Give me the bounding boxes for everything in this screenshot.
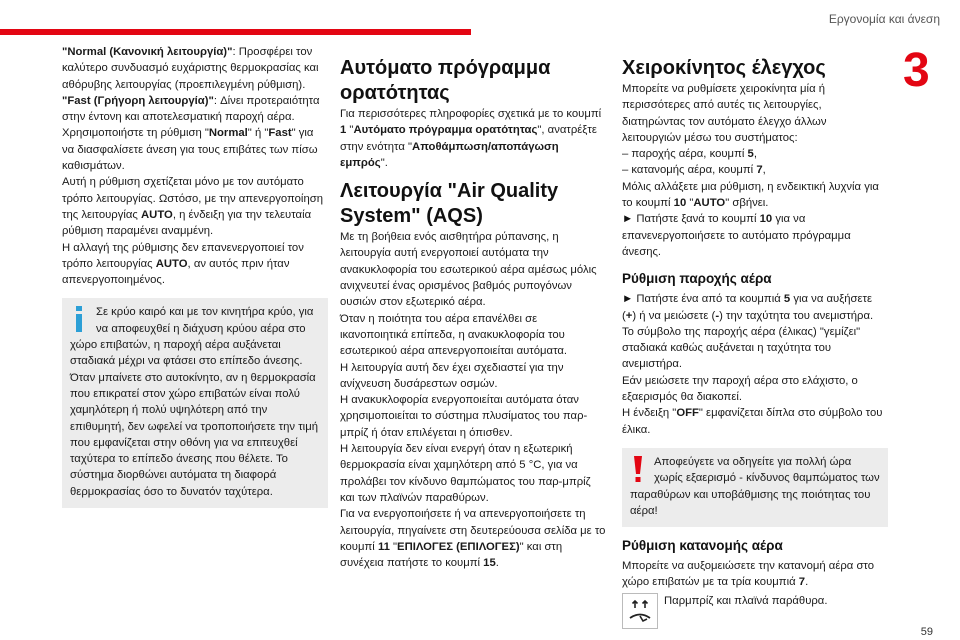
bold-span: Normal <box>208 127 248 140</box>
paragraph-aqs-3: Η λειτουργία αυτή δεν έχει σχεδιαστεί για την ανίχνευση δυσάρεστων οσμών. <box>340 361 564 390</box>
bold-span: 10 <box>673 197 687 210</box>
paragraph-flow-2: Το σύμβολο της παροχής αέρα (έλικας) "γεμίζει" σταδιακά καθώς αυξάνεται η ταχύτητα του ανεμιστήρα. <box>622 325 861 371</box>
text-span: Αυτή η ρύθμιση σχετίζεται μόνο με τον αυτόματο τρόπο λειτουργίας. Ωστόσο, με την απενεργοποίηση της λειτουργίας <box>62 176 323 221</box>
paragraph-use-setting <box>62 125 328 174</box>
bold-span: 1 <box>340 124 347 137</box>
column-middle <box>340 56 606 571</box>
list-item-air-flow <box>622 146 888 162</box>
paragraph-manual-1: Μπορείτε να ρυθμίσετε χειροκίνητα μία ή περισσότερες από αυτές τις λειτουργίες, διατηρώντας τον αυτόματο έλεγχο άλλων λειτουργιών μέσω του συστήματος: <box>622 83 827 144</box>
text-span: , <box>753 148 757 161</box>
bold-span: 15 <box>483 557 496 570</box>
text-span: , η ένδειξη για την τελευταία ρύθμιση παραμένει αναμμένη. <box>62 208 312 238</box>
text-span: ", ανατρέξτε στην ενότητα " <box>340 124 597 153</box>
warning-note <box>622 448 888 527</box>
paragraph-fast-mode <box>62 93 328 126</box>
bold-span: Fast <box>268 127 292 140</box>
text-span: Η ένδειξη " <box>622 407 677 420</box>
text-span: Για περισσότερες πληροφορίες σχετικά με το κουμπί <box>340 108 602 120</box>
bold-span: 11 <box>377 540 390 553</box>
text-span: Πατήστε ένα από τα κουμπιά <box>633 293 784 306</box>
list-item-air-distribution <box>622 162 888 178</box>
label-normal-mode: "Normal (Κανονική λειτουργία)" <box>62 46 233 58</box>
text-span: Μπορείτε να αυξομειώσετε την κατανομή αέρα στο χώρο επιβατών με τα τρία κουμπιά <box>622 560 875 589</box>
warning-icon <box>630 455 646 483</box>
text-span: ) την ταχύτητα του ανεμιστήρα. <box>719 309 874 322</box>
windscreen-option-label: Παρμπρίζ και πλαϊνά παράθυρα. <box>664 594 828 607</box>
text-fast-mode: : Δίνει προτεραιότητα στην έντονη και αποτελεσματική παροχή αέρα. <box>62 94 320 124</box>
paragraph-flow-1 <box>622 291 888 324</box>
text-span: Πατήστε ξανά το κουμπί <box>633 213 760 226</box>
text-span: για να επανενεργοποιήσετε το αυτόματο πρόγραμμα άνεσης. <box>622 213 851 258</box>
text-span: " ή " <box>247 127 269 140</box>
bold-span: 7 <box>798 576 806 589</box>
text-span: – παροχής αέρα, κουμπί <box>622 148 748 161</box>
text-span: " εμφανίζεται δίπλα στο σύμβολο του έλικα. <box>622 407 883 436</box>
text-span: Μόλις αλλάξετε μια ρύθμιση, η ενδεικτική λυχνία για το κουμπί <box>622 180 879 210</box>
text-span: , αν αυτός πριν ήταν απενεργοποιημένος. <box>62 257 290 287</box>
page-number: 59 <box>920 626 933 638</box>
heading-air-flow: Ρύθμιση παροχής αέρα <box>622 271 772 287</box>
bold-span: Αυτόματο πρόγραμμα ορατότητας <box>353 124 538 137</box>
text-span: Χρησιμοποιήστε τη ρύθμιση " <box>62 127 209 140</box>
paragraph-change-setting <box>62 240 328 289</box>
text-span: " <box>389 540 398 553</box>
info-note-text: Σε κρύο καιρό και με τον κινητήρα κρύο, για να αποφευχθεί η διάχυση κρύου αέρα στο χώρο επιβατών, η παροχή αέρα αυξάνεται σταδιακά μέχρι να φτάσει στο επίπεδο άνεσης. Όταν μπαίνετε στο αυτοκίνητο, αν η θερμοκρασία που επικρατεί στον χώρο επιβατών είναι πολύ χαμηλότερη ή πολύ υψηλότερη από την επιθυμητή, δεν ωφελεί να τροποποιήσετε την τιμή που εμφανίζεται στην οθόνη για να επιτευχθεί ταχύτερα το επίπεδο άνεσης που θέλετε. Το σύστημα διορθώνει αυτόματα τη διαφορά θερμοκρασίας όσο το δυνατόν ταχύτερα. <box>70 306 318 498</box>
bold-span: - <box>715 309 720 322</box>
bold-span: 5 <box>747 148 754 161</box>
label-fast-mode: "Fast (Γρήγορη λειτουργία)" <box>62 94 214 107</box>
paragraph-flow-3: Εάν μειώσετε την παροχή αέρα στο ελάχιστο, ο εξαερισμός θα διακοπεί. <box>622 374 858 404</box>
text-span: – κατανομής αέρα, κουμπί <box>622 164 757 177</box>
text-span: . <box>495 557 499 570</box>
text-span: " <box>686 197 694 210</box>
paragraph-distribution-1 <box>622 558 888 591</box>
paragraph-aqs-2: Όταν η ποιότητα του αέρα επανέλθει σε ικανοποιητικά επίπεδα, η ανακυκλοφορία του εσωτερικού αέρα απενεργοποιείται αυτόματα. <box>340 312 568 358</box>
paragraph-manual-3 <box>622 211 888 260</box>
heading-auto-visibility: Αυτόματο πρόγραμμα ορατότητας <box>340 57 551 104</box>
paragraph-aqs-4: Η ανακυκλοφορία ενεργοποιείται αυτόματα όταν χρησιμοποιείται το σύστημα πλυσίματος του παρ-μπρίζ ή όταν επιλέγεται η όπισθεν. <box>340 394 588 439</box>
info-note <box>62 298 328 508</box>
text-span: " για να διασφαλίσετε άνεση για τους επιβάτες των πίσω καθισμάτων. <box>62 127 318 173</box>
bold-span: OFF <box>676 407 699 420</box>
paragraph-flow-4 <box>622 405 888 438</box>
text-normal-mode: : Προσφέρει τον καλύτερο συνδυασμό ευχάριστης θερμοκρασίας και αθόρυβης λειτουργίας (προεπιλεγμένη ρύθμιση). <box>62 46 319 91</box>
heading-aqs: Λειτουργία "Air Quality System" (AQS) <box>340 180 559 228</box>
paragraph-auto-visibility <box>340 106 606 171</box>
bold-span: AUTO <box>141 208 173 221</box>
text-span: Η αλλαγή της ρύθμισης δεν επανενεργοποιεί τον τρόπο λειτουργίας <box>62 241 304 270</box>
text-span: ". <box>380 156 388 169</box>
column-left <box>62 44 328 508</box>
bold-span: AUTO <box>693 197 726 210</box>
bold-span: AUTO <box>155 257 188 270</box>
paragraph-aqs-1: Με τη βοήθεια ενός αισθητήρα ρύπανσης, η λειτουργία αυτή ενεργοποιεί αυτόματα την ανακυκλοφορία του εσωτερικού αέρα αμέσως μόλις ανιχνευτεί ένας ορισμένος βαθμός ρυπογόνων ουσιών στον εξωτερικό αέρα. <box>340 231 597 309</box>
paragraph-aqs-5: Η λειτουργία δεν είναι ενεργή όταν η εξωτερική θερμοκρασία είναι χαμηλότερη από 5 °C, για να προλάβει τον κίνδυνο θαμπώματος του παρ-μπρίζ και των πλαϊνών παραθύρων. <box>340 443 591 504</box>
text-span: . <box>805 576 809 589</box>
arrow-bullet: ► <box>622 213 634 226</box>
heading-air-distribution: Ρύθμιση κατανομής αέρα <box>622 538 783 554</box>
bold-span: 7 <box>756 164 763 177</box>
bold-span: Αποθάμπωση/αποπάγωση εμπρός <box>340 140 559 169</box>
distribution-option-windscreen <box>622 593 888 629</box>
text-span: " σβήνει. <box>725 197 769 210</box>
info-icon <box>70 305 88 333</box>
bold-span: 10 <box>759 213 773 226</box>
section-title: Εργονομία και άνεση <box>828 12 940 26</box>
paragraph-aqs-6 <box>340 506 606 571</box>
warning-note-text: Αποφεύγετε να οδηγείτε για πολλή ώρα χωρίς εξαερισμό - κίνδυνος θαμπώματος των παραθύρων και υποβάθμισης της ποιότητας του αέρα! <box>630 455 880 517</box>
bold-span: ΕΠΙΛΟΓΕΣ (ΕΠΙΛΟΓΕΣ) <box>397 540 520 553</box>
text-span: ) ή να μειώσετε ( <box>632 309 716 322</box>
arrow-bullet: ► <box>622 293 634 306</box>
windscreen-airflow-icon <box>622 593 658 629</box>
paragraph-auto-only <box>62 174 328 239</box>
bold-span: + <box>625 309 633 322</box>
column-right <box>622 56 888 629</box>
text-span: " <box>346 124 354 137</box>
bold-span: 5 <box>783 293 791 306</box>
paragraph-manual-2 <box>622 179 888 212</box>
text-span: Για να ενεργοποιήσετε ή να απενεργοποιήσετε τη λειτουργία, πηγαίνετε στη δευτερεύουσα σελίδα με το κουμπί <box>340 508 606 553</box>
heading-manual-control: Χειροκίνητος έλεγχος <box>622 57 826 79</box>
text-span: για να αυξήσετε ( <box>622 293 873 322</box>
chapter-number: 3 <box>903 44 930 97</box>
paragraph-normal-mode <box>62 44 328 93</box>
header-accent-bar <box>0 29 471 35</box>
text-span: , <box>762 164 766 177</box>
text-span: " και στη συνέχεια πατήστε το κουμπί <box>340 540 563 570</box>
